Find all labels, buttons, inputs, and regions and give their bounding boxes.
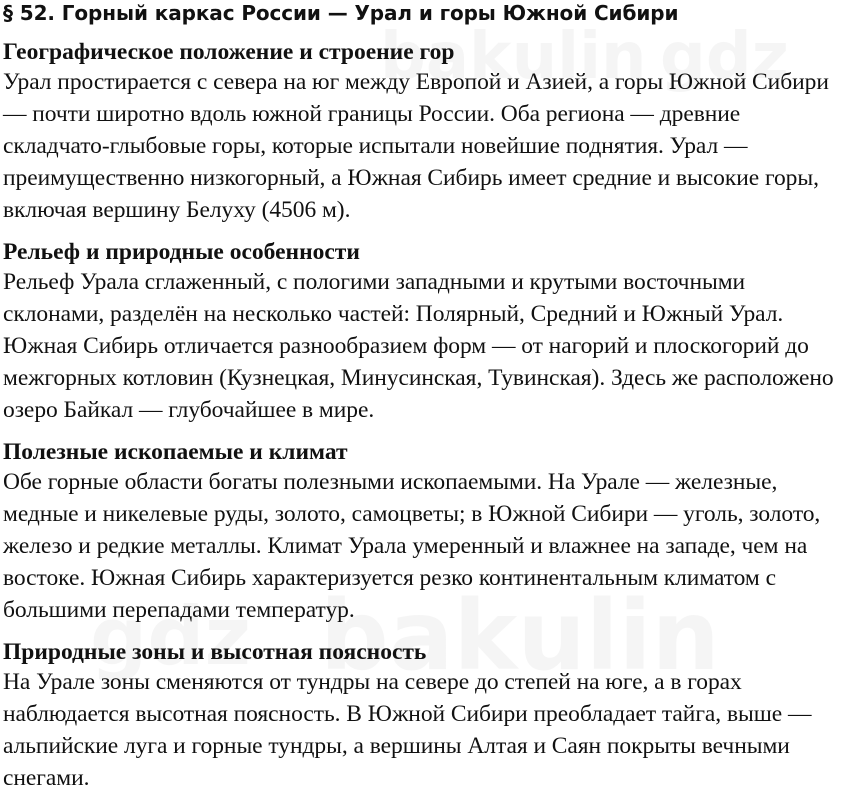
section-relief [3, 238, 846, 426]
section-natural-zones [3, 638, 846, 794]
section-heading: Рельеф и природные особенности [3, 239, 360, 265]
section-geography [3, 38, 846, 226]
section-heading: Полезные ископаемые и климат [3, 439, 348, 465]
section-heading: Географическое положение и строение гор [3, 39, 455, 65]
section-paragraph: Рельеф Урала сглаженный, с пологими западными и крутыми восточными склонами, разделён на несколько частей: Полярный, Средний и Южный Урал. Южная Сибирь отличается разнообразием форм — от нагорий и плоскогорий до межгорных котловин (Кузнецкая, Минусинская, Тувинская). Здесь же расположено озеро Байкал — глубочайшее в мире. [3, 269, 834, 423]
section-paragraph: Обе горные области богаты полезными ископаемыми. На Урале — железные, медные и никелевые руды, золото, самоцветы; в Южной Сибири — уголь, золото, железо и редкие металлы. Климат Урала умеренный и влажнее на западе, чем на востоке. Южная Сибирь характеризуется резко континентальным климатом с большими перепадами температур. [3, 469, 821, 623]
section-minerals-climate [3, 438, 846, 626]
section-paragraph: Урал простирается с севера на юг между Европой и Азией, а горы Южной Сибири — почти широтно вдоль южной границы России. Оба региона — древние складчато-глыбовые горы, которые испытали новейшие поднятия. Урал — преимущественно низкогорный, а Южная Сибирь имеет средние и высокие горы, включая вершину Белуху (4506 м). [3, 69, 829, 223]
section-paragraph: На Урале зоны сменяются от тундры на севере до степей на юге, а в горах наблюдается высотная поясность. В Южной Сибири преобладает тайга, выше — альпийские луга и горные тундры, а вершины Алтая и Саян покрыты вечными снегами. [3, 669, 812, 791]
section-heading: Природные зоны и высотная поясность [3, 639, 427, 665]
document-page [3, 0, 846, 794]
page-title: § 52. Горный каркас России — Урал и горы Южной Сибири [3, 1, 679, 25]
